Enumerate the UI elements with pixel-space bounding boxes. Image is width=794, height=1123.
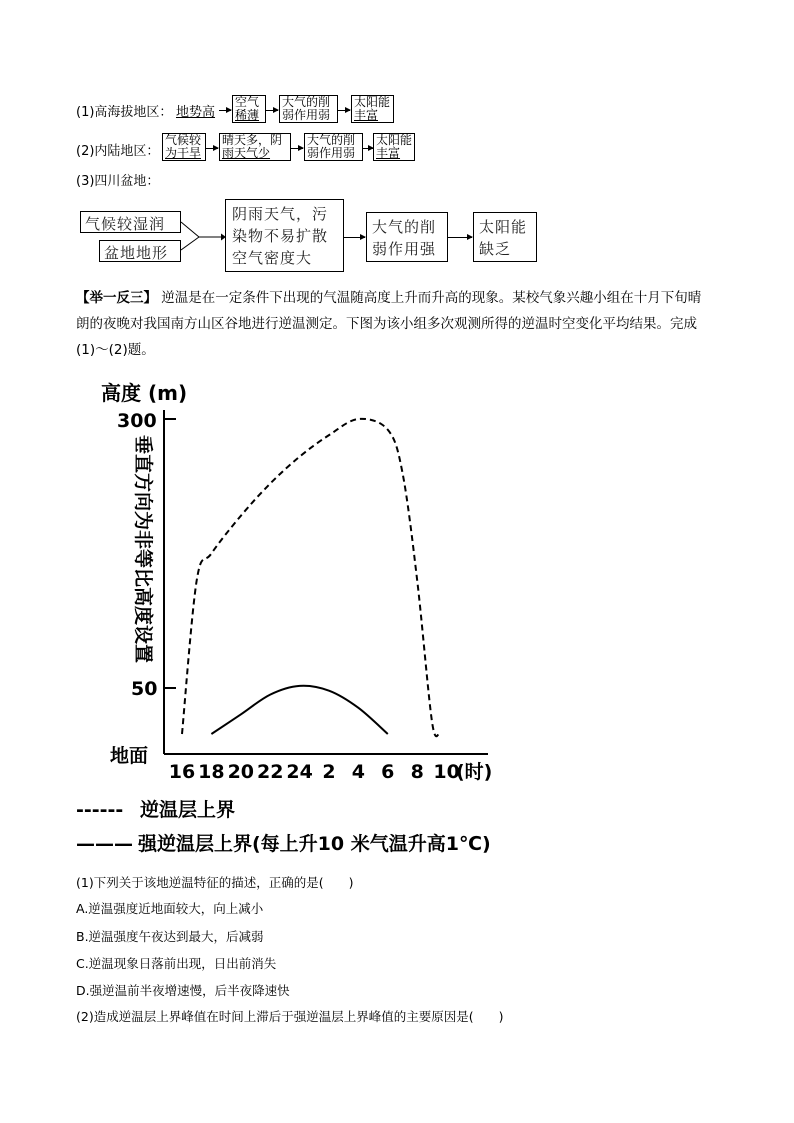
question-2: (2)造成逆温层上界峰值在时间上滞后于强逆温层上界峰值的主要原因是( ) bbox=[76, 1009, 504, 1024]
chart-x-unit: (时) bbox=[456, 761, 493, 783]
chart-x-tick-label: 2 bbox=[322, 761, 336, 783]
arrow-icon bbox=[448, 237, 472, 238]
option-d: D.强逆温前半夜增速慢，后半夜降速快 bbox=[76, 983, 290, 998]
example-tag: 【举一反三】 bbox=[76, 290, 157, 306]
arrow-icon bbox=[338, 110, 350, 111]
chart-y-tick-label: 300 bbox=[117, 410, 157, 432]
chart-x-tick-label: 24 bbox=[286, 761, 313, 783]
example-text-1: 逆温是在一定条件下出现的气温随高度上升而升高的现象。某校气象兴趣小组在十月下旬晴 bbox=[161, 290, 702, 306]
chart-x-tick-label: 16 bbox=[168, 761, 196, 783]
example-text-3: (1)～(2)题。 bbox=[76, 342, 155, 358]
flow3-result-box: 太阳能 缺乏 bbox=[473, 212, 537, 262]
example-text-2: 朗的夜晚对我国南方山区谷地进行逆温测定。下图为该小组多次观测所得的逆温时空变化平均结果。完成 bbox=[76, 316, 697, 332]
question-1: (1)下列关于该地逆温特征的描述，正确的是( ) bbox=[76, 875, 354, 890]
arrow-icon bbox=[266, 110, 278, 111]
flow3-effect-box: 大气的削 弱作用强 bbox=[366, 212, 448, 262]
flow2-box-1: 气候较 为干旱 bbox=[162, 133, 206, 161]
flow2-box-4: 太阳能 丰富 bbox=[373, 133, 415, 161]
chart-y-tick-label: 地面 bbox=[110, 745, 149, 767]
arrow-icon bbox=[206, 148, 218, 149]
flow3-label: (3)四川盆地： bbox=[76, 174, 160, 189]
arrow-icon bbox=[219, 110, 231, 111]
option-b: B.逆温强度午夜达到最大，后减弱 bbox=[76, 929, 264, 944]
chart-ylabel-top: 高度 (m) bbox=[101, 381, 188, 405]
flow1-start: 地势高 bbox=[176, 105, 216, 120]
flow1-box-2: 大气的削 弱作用弱 bbox=[279, 95, 338, 123]
series-line-inversion-upper bbox=[182, 419, 439, 736]
legend-symbol-solid: ——— bbox=[76, 833, 133, 855]
inversion-chart bbox=[0, 370, 794, 870]
chart-x-tick-label: 22 bbox=[256, 761, 284, 783]
flow1-box-1: 空气 稀薄 bbox=[232, 95, 266, 123]
flow3-cause-terrain: 盆地地形 bbox=[99, 240, 181, 262]
chart-x-tick-label: 4 bbox=[351, 761, 366, 783]
option-c: C.逆温现象日落前出现，日出前消失 bbox=[76, 956, 277, 971]
flow1-box-3: 太阳能 丰富 bbox=[351, 95, 394, 123]
chart-x-tick-label: 20 bbox=[227, 761, 255, 783]
example-paragraph bbox=[76, 285, 776, 363]
chart-x-tick-label: 18 bbox=[198, 761, 225, 783]
chart-x-tick-label: 8 bbox=[410, 761, 424, 783]
chart-x-tick-label: 10 bbox=[433, 761, 460, 783]
arrow-icon bbox=[291, 148, 303, 149]
legend-symbol-dashed: ------ bbox=[76, 799, 124, 821]
chart-ylabel-side: 垂直方向为非等比高度设置 bbox=[132, 435, 154, 664]
arrow-icon bbox=[363, 148, 373, 149]
legend-label-dashed: 逆温层上界 bbox=[140, 799, 236, 821]
flow3-mid-box: 阴雨天气，污 染物不易扩散 空气密度大 bbox=[225, 199, 344, 272]
flow2-box-2: 晴天多，阴 雨天气少 bbox=[219, 133, 291, 161]
flow3-cause-climate: 气候较湿润 bbox=[80, 211, 181, 233]
chart-y-tick-label: 50 bbox=[131, 678, 158, 700]
flow2-box-3: 大气的削 弱作用弱 bbox=[304, 133, 363, 161]
flow2-label: (2)内陆地区： bbox=[76, 144, 160, 159]
series-line-strong-inversion-upper bbox=[211, 686, 387, 734]
chart-x-tick-label: 6 bbox=[381, 761, 395, 783]
legend-label-solid: 强逆温层上界(每上升10 米气温升高1℃) bbox=[138, 833, 491, 855]
option-a: A.逆温强度近地面较大，向上减小 bbox=[76, 901, 264, 916]
arrow-icon bbox=[344, 237, 365, 238]
flow1-label: (1)高海拔地区： bbox=[76, 105, 173, 120]
flow3-connector bbox=[181, 210, 226, 266]
